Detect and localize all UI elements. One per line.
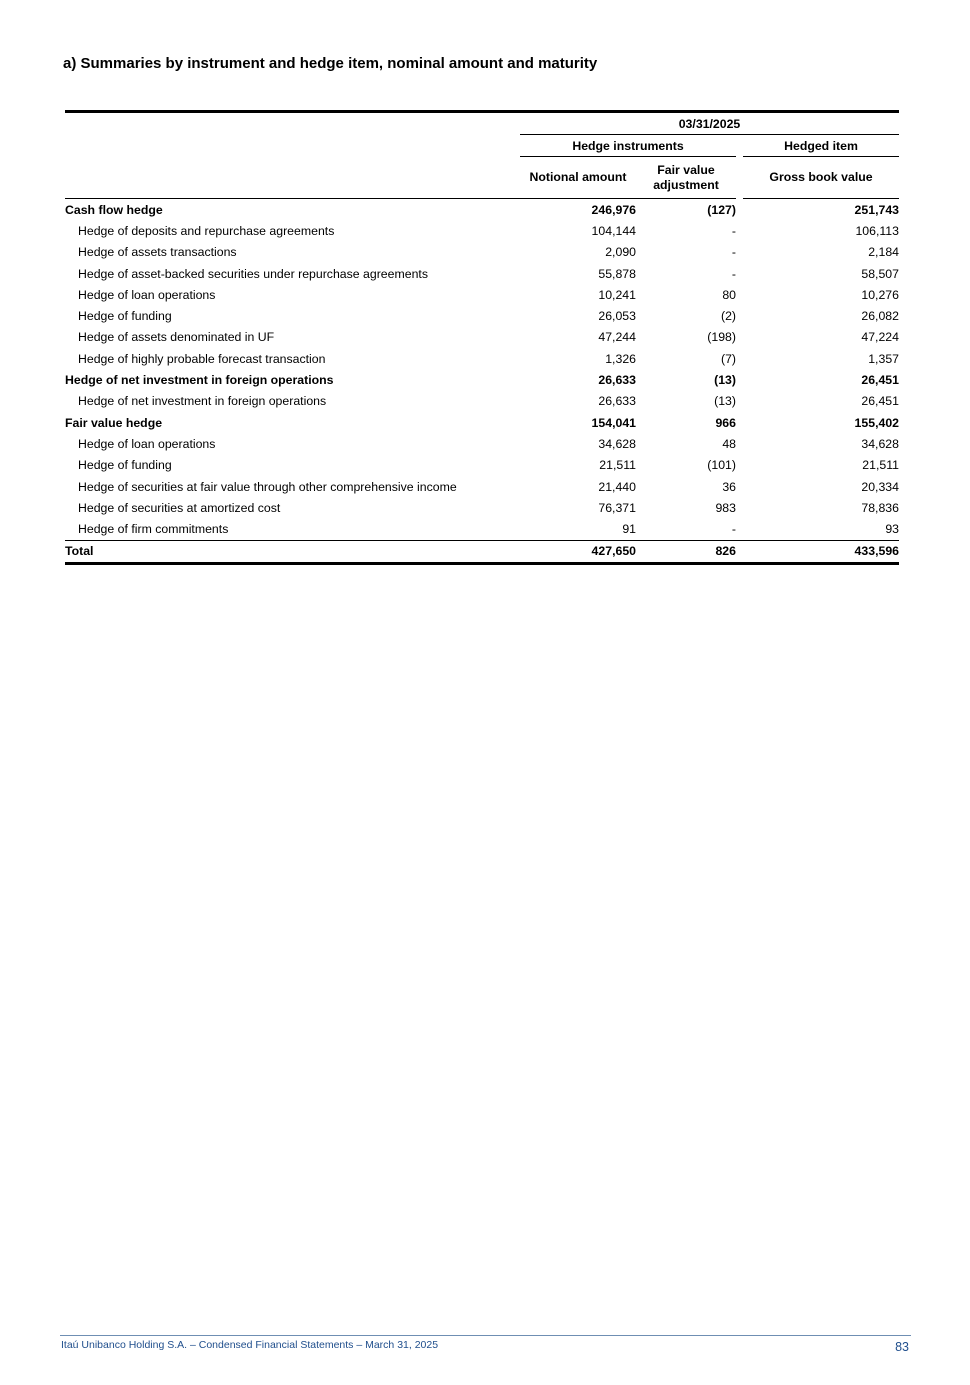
header-fv-line1: Fair value bbox=[657, 162, 715, 177]
total-row bbox=[65, 540, 899, 563]
table-row bbox=[65, 476, 899, 497]
table-row bbox=[65, 242, 899, 263]
row-label: Hedge of funding bbox=[78, 309, 172, 324]
row-label: Hedge of firm commitments bbox=[78, 522, 229, 537]
row-fv: - bbox=[731, 223, 736, 238]
header-notional-amount: Notional amount bbox=[520, 157, 636, 199]
row-notional: 21,440 bbox=[598, 479, 636, 494]
row-notional: 91 bbox=[622, 522, 636, 537]
row-notional: 47,244 bbox=[598, 330, 636, 345]
table-row bbox=[65, 284, 899, 305]
header-empty bbox=[65, 112, 520, 135]
row-label: Hedge of net investment in foreign operations bbox=[78, 394, 327, 409]
table-row bbox=[65, 412, 899, 433]
table-row bbox=[65, 263, 899, 284]
table-row bbox=[65, 327, 899, 348]
header-hedged-item: Hedged item bbox=[743, 135, 899, 157]
row-fv: 36 bbox=[722, 479, 736, 494]
row-gross: 34,628 bbox=[861, 436, 899, 451]
header-hedge-instruments: Hedge instruments bbox=[520, 135, 736, 157]
row-gross: 78,836 bbox=[861, 500, 899, 515]
row-fv: - bbox=[731, 266, 736, 281]
table-row bbox=[65, 199, 899, 221]
row-gross: 2,184 bbox=[868, 245, 899, 260]
row-notional: 55,878 bbox=[598, 266, 636, 281]
row-fv: (7) bbox=[720, 351, 736, 366]
row-notional: 2,090 bbox=[605, 245, 636, 260]
row-gross: 155,402 bbox=[854, 415, 899, 430]
row-label: Hedge of net investment in foreign operations bbox=[65, 373, 334, 388]
row-gross: 26,451 bbox=[861, 373, 899, 388]
row-gross: 251,743 bbox=[854, 202, 899, 217]
row-label: Hedge of securities at amortized cost bbox=[78, 500, 281, 515]
row-fv: 48 bbox=[722, 436, 736, 451]
row-gross: 26,082 bbox=[861, 309, 899, 324]
row-notional: 26,633 bbox=[598, 394, 636, 409]
table-row bbox=[65, 391, 899, 412]
header-gross-book-value: Gross book value bbox=[743, 157, 899, 199]
header-empty bbox=[65, 135, 520, 157]
table-row bbox=[65, 433, 899, 454]
table-row bbox=[65, 455, 899, 476]
table-row bbox=[65, 305, 899, 326]
row-notional: 104,144 bbox=[591, 223, 636, 238]
table-row bbox=[65, 220, 899, 241]
row-notional: 154,041 bbox=[591, 415, 636, 430]
row-notional: 76,371 bbox=[598, 500, 636, 515]
row-gross: 93 bbox=[885, 522, 899, 537]
row-fv: 80 bbox=[722, 287, 736, 302]
row-notional: 21,511 bbox=[599, 458, 636, 473]
row-label: Fair value hedge bbox=[65, 415, 163, 430]
footer-divider bbox=[60, 1335, 911, 1336]
row-notional: 10,241 bbox=[598, 287, 636, 302]
row-fv: (127) bbox=[707, 202, 736, 217]
hedge-summary-table bbox=[65, 110, 899, 565]
total-fv: 826 bbox=[636, 540, 736, 563]
header-fair-value-adjustment bbox=[636, 157, 736, 199]
row-notional: 34,628 bbox=[598, 436, 636, 451]
footer-text: Itaú Unibanco Holding S.A. – Condensed Financial Statements – March 31, 2025 bbox=[61, 1339, 439, 1351]
total-label: Total bbox=[65, 540, 520, 563]
row-fv: - bbox=[731, 522, 736, 537]
row-fv: - bbox=[731, 245, 736, 260]
row-label: Hedge of assets transactions bbox=[78, 245, 237, 260]
row-gross: 21,511 bbox=[862, 458, 899, 473]
section-title: a) Summaries by instrument and hedge item, nominal amount and maturity bbox=[63, 55, 598, 72]
table-row bbox=[65, 348, 899, 369]
row-fv: 983 bbox=[715, 500, 736, 515]
row-notional: 246,976 bbox=[591, 202, 636, 217]
row-fv: (2) bbox=[720, 309, 736, 324]
table-row bbox=[65, 497, 899, 518]
row-label: Hedge of loan operations bbox=[78, 436, 216, 451]
row-gross: 1,357 bbox=[868, 351, 899, 366]
row-fv: (101) bbox=[707, 458, 736, 473]
row-fv: (13) bbox=[714, 394, 736, 409]
header-gap bbox=[736, 157, 743, 199]
row-label: Hedge of loan operations bbox=[78, 287, 216, 302]
total-notional: 427,650 bbox=[520, 540, 636, 563]
header-empty bbox=[65, 157, 520, 199]
row-gross: 106,113 bbox=[855, 223, 899, 238]
table-row bbox=[65, 369, 899, 390]
row-notional: 26,053 bbox=[598, 309, 636, 324]
page-number: 83 bbox=[895, 1340, 909, 1354]
row-fv: 966 bbox=[715, 415, 736, 430]
row-fv: (13) bbox=[714, 373, 736, 388]
row-fv: (198) bbox=[707, 330, 736, 345]
row-gross: 58,507 bbox=[861, 266, 899, 281]
row-notional: 26,633 bbox=[598, 373, 636, 388]
row-label: Cash flow hedge bbox=[65, 202, 163, 217]
row-gross: 20,334 bbox=[861, 479, 899, 494]
row-label: Hedge of funding bbox=[78, 458, 172, 473]
row-label: Hedge of securities at fair value through other comprehensive income bbox=[78, 479, 457, 494]
total-gross: 433,596 bbox=[743, 540, 899, 563]
row-label: Hedge of deposits and repurchase agreements bbox=[78, 223, 335, 238]
row-label: Hedge of assets denominated in UF bbox=[78, 330, 275, 345]
header-fv-line2: adjustment bbox=[653, 177, 719, 192]
row-label: Hedge of asset-backed securities under repurchase agreements bbox=[78, 266, 428, 281]
row-gross: 26,451 bbox=[861, 394, 899, 409]
header-date: 03/31/2025 bbox=[520, 112, 899, 135]
header-gap bbox=[736, 135, 743, 157]
row-label: Hedge of highly probable forecast transaction bbox=[78, 351, 326, 366]
row-notional: 1,326 bbox=[605, 351, 636, 366]
table-row bbox=[65, 518, 899, 540]
row-gross: 47,224 bbox=[861, 330, 899, 345]
row-gross: 10,276 bbox=[861, 287, 899, 302]
